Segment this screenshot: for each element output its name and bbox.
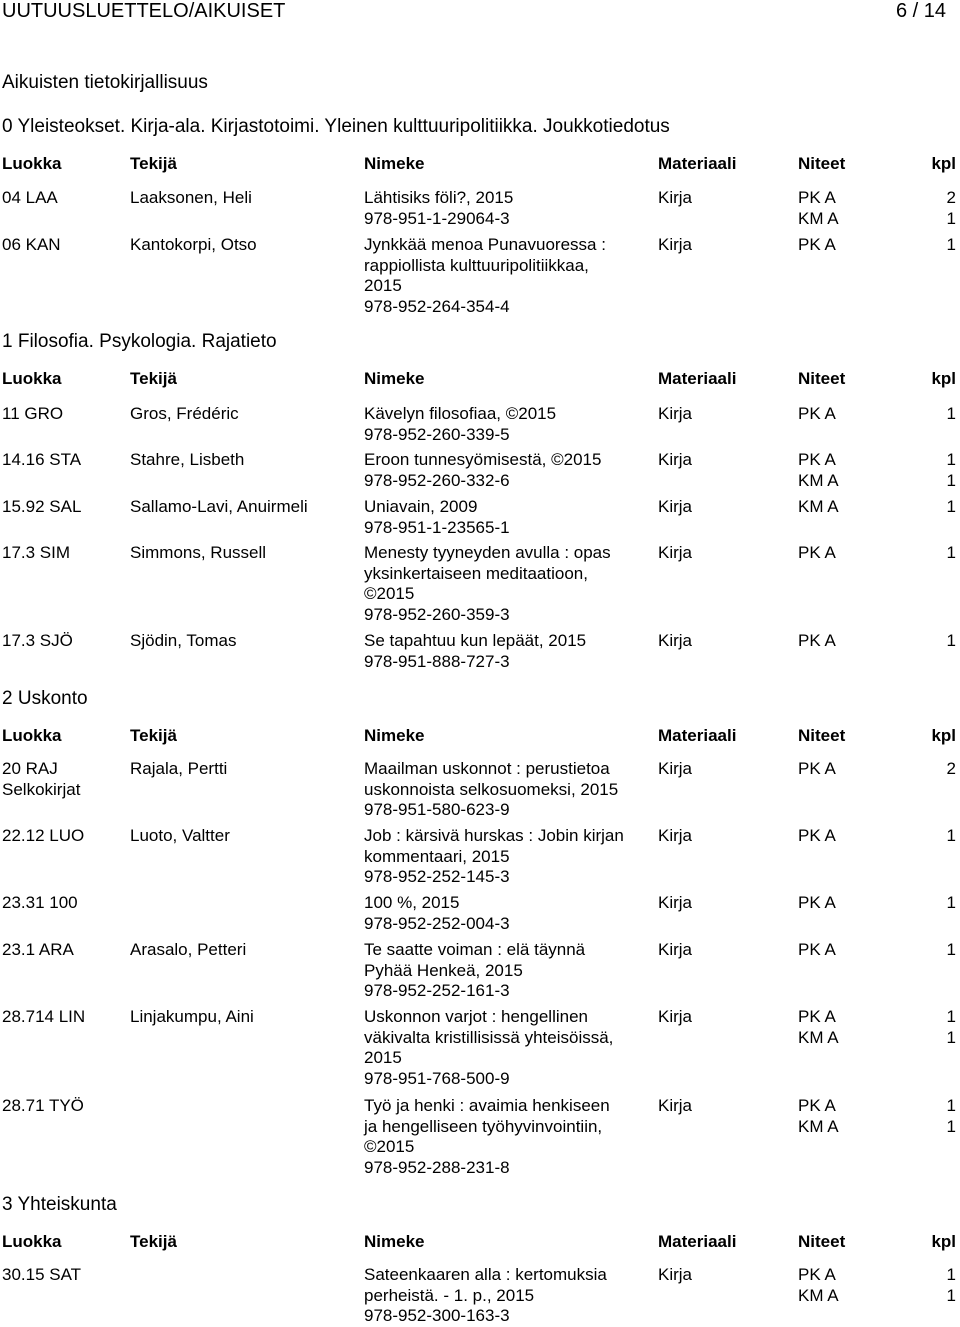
niteet-line: PK A	[798, 188, 836, 207]
nimeke-line: ©2015	[364, 1137, 415, 1156]
niteet-line: KM A	[798, 1027, 839, 1047]
nimeke-line: Kävelyn filosofiaa, ©2015	[364, 404, 557, 423]
nimeke-line: 978-952-260-359-3	[364, 604, 510, 624]
nimeke-line: 978-951-888-727-3	[364, 651, 510, 671]
nimeke-line: 978-952-264-354-4	[364, 296, 510, 316]
niteet-line: PK A	[798, 940, 836, 959]
kpl-cell	[900, 497, 956, 518]
section-title: 0 Yleisteokset. Kirja-ala. Kirjastotoimi. Yleinen kulttuuripolitiikka. Joukkotiedotus	[2, 116, 670, 137]
luokka-line: 17.3 SJÖ	[2, 631, 73, 650]
column-header-kpl: kpl	[931, 369, 956, 388]
kpl-line: 1	[946, 826, 956, 845]
kpl-cell	[900, 404, 956, 425]
column-header-niteet: Niteet	[798, 369, 846, 388]
nimeke-line: Job : kärsivä hurskas : Jobin kirjan	[364, 826, 624, 845]
nimeke-line: 978-952-288-231-8	[364, 1157, 510, 1177]
kpl-cell	[900, 1265, 956, 1306]
column-header-niteet: Niteet	[798, 726, 846, 745]
niteet-cell	[798, 759, 836, 780]
luokka-cell	[2, 235, 61, 256]
luokka-line: 20 RAJ	[2, 759, 58, 778]
materiaali-cell: Kirja	[658, 188, 693, 207]
materiaali-cell: Kirja	[658, 497, 693, 516]
nimeke-cell	[364, 188, 654, 229]
materiaali-cell: Kirja	[658, 826, 693, 845]
column-header-tekija: Tekijä	[130, 154, 177, 173]
niteet-line: PK A	[798, 404, 836, 423]
luokka-cell	[2, 1007, 85, 1028]
materiaali-cell: Kirja	[658, 759, 693, 778]
luokka-line: 30.15 SAT	[2, 1265, 82, 1284]
niteet-cell	[798, 826, 836, 847]
niteet-line: PK A	[798, 631, 836, 650]
nimeke-line: Uskonnon varjot : hengellinen	[364, 1007, 588, 1026]
page-number: 6 / 14	[895, 0, 946, 22]
kpl-cell	[900, 235, 956, 256]
column-header-kpl: kpl	[931, 1232, 956, 1251]
nimeke-line: 978-952-252-161-3	[364, 981, 510, 1000]
niteet-cell	[798, 235, 836, 256]
luokka-line: Selkokirjat	[2, 779, 81, 799]
column-header-luokka: Luokka	[2, 726, 62, 745]
kpl-cell	[900, 1096, 956, 1137]
niteet-line: PK A	[798, 826, 836, 845]
luokka-line: 28.71 TYÖ	[2, 1096, 84, 1115]
luokka-line: 28.714 LIN	[2, 1007, 86, 1026]
niteet-cell	[798, 188, 839, 229]
nimeke-cell	[364, 450, 654, 491]
materiaali-cell: Kirja	[658, 1007, 693, 1026]
column-header-niteet: Niteet	[798, 154, 846, 173]
kpl-line: 1	[946, 1007, 956, 1026]
niteet-line: PK A	[798, 543, 836, 562]
niteet-cell	[798, 631, 836, 652]
niteet-line: PK A	[798, 759, 836, 778]
nimeke-line: 978-951-580-623-9	[364, 800, 510, 819]
nimeke-cell	[364, 893, 654, 934]
niteet-line: KM A	[798, 1285, 839, 1305]
niteet-cell	[798, 404, 836, 425]
nimeke-line: perheistä. - 1. p., 2015	[364, 1285, 535, 1305]
luokka-line: 22.12 LUO	[2, 826, 85, 845]
kpl-line: 2	[946, 188, 956, 207]
materiaali-cell: Kirja	[658, 404, 693, 423]
column-header-niteet: Niteet	[798, 1232, 846, 1251]
section-title: 3 Yhteiskunta	[2, 1194, 117, 1215]
tekija-cell: Stahre, Lisbeth	[130, 450, 245, 469]
nimeke-cell	[364, 940, 654, 1002]
luokka-line: 15.92 SAL	[2, 497, 82, 516]
niteet-cell	[798, 543, 836, 564]
kpl-line: 1	[946, 235, 956, 254]
luokka-line: 06 KAN	[2, 235, 61, 254]
kpl-line: 1	[946, 543, 956, 562]
luokka-line: 23.31 100	[2, 893, 78, 912]
nimeke-line: 100 %, 2015	[364, 893, 460, 912]
luokka-cell	[2, 826, 84, 847]
kpl-line: 1	[946, 450, 956, 469]
luokka-cell	[2, 450, 81, 471]
materiaali-cell: Kirja	[658, 450, 693, 469]
niteet-cell	[798, 497, 839, 518]
luokka-cell	[2, 188, 58, 209]
kpl-cell	[900, 759, 956, 780]
kpl-cell	[900, 940, 956, 961]
kpl-line: 1	[946, 1265, 956, 1284]
niteet-line: KM A	[798, 1116, 839, 1136]
column-header-kpl: kpl	[931, 726, 956, 745]
luokka-line: 17.3 SIM	[2, 543, 71, 562]
column-header-materiaali: Materiaali	[658, 369, 737, 388]
nimeke-line: ©2015	[364, 584, 415, 603]
nimeke-line: 978-952-260-332-6	[364, 470, 510, 490]
nimeke-line: Sateenkaaren alla : kertomuksia	[364, 1265, 607, 1284]
nimeke-line: 978-951-768-500-9	[364, 1068, 510, 1088]
niteet-line: KM A	[798, 208, 839, 228]
niteet-line: KM A	[798, 497, 839, 516]
nimeke-cell	[364, 404, 654, 445]
nimeke-line: Jynkkää menoa Punavuoressa :	[364, 235, 606, 254]
nimeke-cell	[364, 826, 654, 888]
table-header	[0, 153, 960, 175]
nimeke-line: 978-951-1-29064-3	[364, 208, 510, 228]
materiaali-cell: Kirja	[658, 1265, 693, 1284]
column-header-nimeke: Nimeke	[364, 369, 425, 388]
tekija-cell: Rajala, Pertti	[130, 759, 228, 778]
tekija-cell: Gros, Frédéric	[130, 404, 239, 423]
nimeke-line: 2015	[364, 276, 402, 295]
kpl-cell	[900, 188, 956, 229]
materiaali-cell: Kirja	[658, 631, 693, 650]
column-header-nimeke: Nimeke	[364, 726, 425, 745]
luokka-cell	[2, 631, 73, 652]
column-header-kpl: kpl	[931, 154, 956, 173]
main-heading: Aikuisten tietokirjallisuus	[2, 72, 208, 93]
column-header-nimeke: Nimeke	[364, 154, 425, 173]
kpl-line: 1	[946, 1116, 956, 1136]
materiaali-cell: Kirja	[658, 1096, 693, 1115]
column-header-tekija: Tekijä	[130, 369, 177, 388]
nimeke-line: 978-952-300-163-3	[364, 1306, 510, 1325]
kpl-line: 1	[946, 1285, 956, 1305]
luokka-cell	[2, 404, 63, 425]
luokka-cell	[2, 893, 78, 914]
column-header-luokka: Luokka	[2, 1232, 62, 1251]
nimeke-line: 2015	[364, 1048, 402, 1067]
kpl-line: 1	[946, 1027, 956, 1047]
kpl-line: 1	[946, 631, 956, 650]
niteet-line: PK A	[798, 450, 836, 469]
niteet-cell	[798, 1265, 839, 1306]
niteet-cell	[798, 940, 836, 961]
niteet-line: PK A	[798, 235, 836, 254]
materiaali-cell: Kirja	[658, 893, 693, 912]
nimeke-line: yksinkertaiseen meditaatioon,	[364, 563, 588, 583]
luokka-line: 14.16 STA	[2, 450, 82, 469]
niteet-line: PK A	[798, 1096, 836, 1115]
luokka-cell	[2, 759, 80, 800]
tekija-cell: Laaksonen, Heli	[130, 188, 252, 207]
luokka-line: 11 GRO	[2, 404, 64, 423]
column-header-materiaali: Materiaali	[658, 154, 737, 173]
tekija-cell: Linjakumpu, Aini	[130, 1007, 254, 1026]
nimeke-line: 978-952-252-004-3	[364, 913, 510, 933]
luokka-cell	[2, 1265, 81, 1286]
tekija-cell: Sallamo-Lavi, Anuirmeli	[130, 497, 308, 516]
niteet-cell	[798, 1007, 839, 1048]
nimeke-line: Menesty tyyneyden avulla : opas	[364, 543, 611, 562]
nimeke-line: väkivalta kristillisissä yhteisöissä,	[364, 1027, 614, 1047]
section-title: 2 Uskonto	[2, 688, 88, 709]
kpl-line: 1	[946, 404, 956, 423]
kpl-line: 1	[946, 940, 956, 959]
nimeke-line: Lähtisiks föli?, 2015	[364, 188, 514, 207]
column-header-luokka: Luokka	[2, 369, 62, 388]
nimeke-line: Työ ja henki : avaimia henkiseen	[364, 1096, 610, 1115]
niteet-line: KM A	[798, 470, 839, 490]
materiaali-cell: Kirja	[658, 235, 693, 254]
luokka-line: 23.1 ARA	[2, 940, 74, 959]
nimeke-line: Te saatte voiman : elä täynnä	[364, 940, 586, 959]
kpl-cell	[900, 1007, 956, 1048]
kpl-line: 1	[946, 470, 956, 490]
column-header-tekija: Tekijä	[130, 726, 177, 745]
table-header	[0, 725, 960, 747]
nimeke-cell	[364, 759, 654, 821]
nimeke-line: kommentaari, 2015	[364, 846, 510, 866]
tekija-cell: Arasalo, Petteri	[130, 940, 247, 959]
nimeke-line: rappiollista kulttuuripolitiikkaa,	[364, 255, 589, 275]
nimeke-cell	[364, 1265, 654, 1327]
nimeke-line: Uniavain, 2009	[364, 497, 478, 516]
kpl-cell	[900, 543, 956, 564]
nimeke-line: ja hengelliseen työhyvinvointiin,	[364, 1116, 603, 1136]
nimeke-line: Se tapahtuu kun lepäät, 2015	[364, 631, 587, 650]
niteet-cell	[798, 450, 839, 491]
luokka-cell	[2, 497, 81, 518]
kpl-line: 1	[946, 497, 956, 516]
tekija-cell: Sjödin, Tomas	[130, 631, 237, 650]
luokka-cell	[2, 1096, 84, 1117]
column-header-materiaali: Materiaali	[658, 726, 737, 745]
niteet-cell	[798, 1096, 839, 1137]
column-header-tekija: Tekijä	[130, 1232, 177, 1251]
nimeke-cell	[364, 1096, 654, 1178]
table-header	[0, 1231, 960, 1253]
luokka-cell	[2, 543, 70, 564]
document-title: UUTUUSLUETTELO/AIKUISET	[2, 0, 286, 22]
tekija-cell: Kantokorpi, Otso	[130, 235, 257, 254]
nimeke-line: 978-952-260-339-5	[364, 424, 510, 444]
nimeke-cell	[364, 497, 654, 538]
nimeke-line: uskonnoista selkosuomeksi, 2015	[364, 779, 619, 799]
kpl-line: 2	[946, 759, 956, 778]
kpl-cell	[900, 450, 956, 491]
table-header	[0, 368, 960, 390]
kpl-line: 1	[946, 208, 956, 228]
niteet-line: PK A	[798, 893, 836, 912]
column-header-luokka: Luokka	[2, 154, 62, 173]
kpl-cell	[900, 893, 956, 914]
nimeke-line: Maailman uskonnot : perustietoa	[364, 759, 610, 778]
kpl-line: 1	[946, 893, 956, 912]
materiaali-cell: Kirja	[658, 543, 693, 562]
column-header-nimeke: Nimeke	[364, 1232, 425, 1251]
section-title: 1 Filosofia. Psykologia. Rajatieto	[2, 331, 277, 352]
nimeke-cell	[364, 543, 654, 625]
niteet-line: PK A	[798, 1265, 836, 1284]
nimeke-line: Eroon tunnesyömisestä, ©2015	[364, 450, 602, 469]
tekija-cell: Simmons, Russell	[130, 543, 267, 562]
luokka-cell	[2, 940, 74, 961]
tekija-cell: Luoto, Valtter	[130, 826, 230, 845]
kpl-line: 1	[946, 1096, 956, 1115]
nimeke-cell	[364, 1007, 654, 1089]
niteet-cell	[798, 893, 836, 914]
nimeke-cell	[364, 631, 654, 672]
kpl-cell	[900, 631, 956, 652]
column-header-materiaali: Materiaali	[658, 1232, 737, 1251]
kpl-cell	[900, 826, 956, 847]
niteet-line: PK A	[798, 1007, 836, 1026]
nimeke-cell	[364, 235, 654, 317]
nimeke-line: 978-952-252-145-3	[364, 867, 510, 886]
nimeke-line: Pyhää Henkeä, 2015	[364, 960, 523, 980]
materiaali-cell: Kirja	[658, 940, 693, 959]
nimeke-line: 978-951-1-23565-1	[364, 517, 510, 537]
luokka-line: 04 LAA	[2, 188, 58, 207]
